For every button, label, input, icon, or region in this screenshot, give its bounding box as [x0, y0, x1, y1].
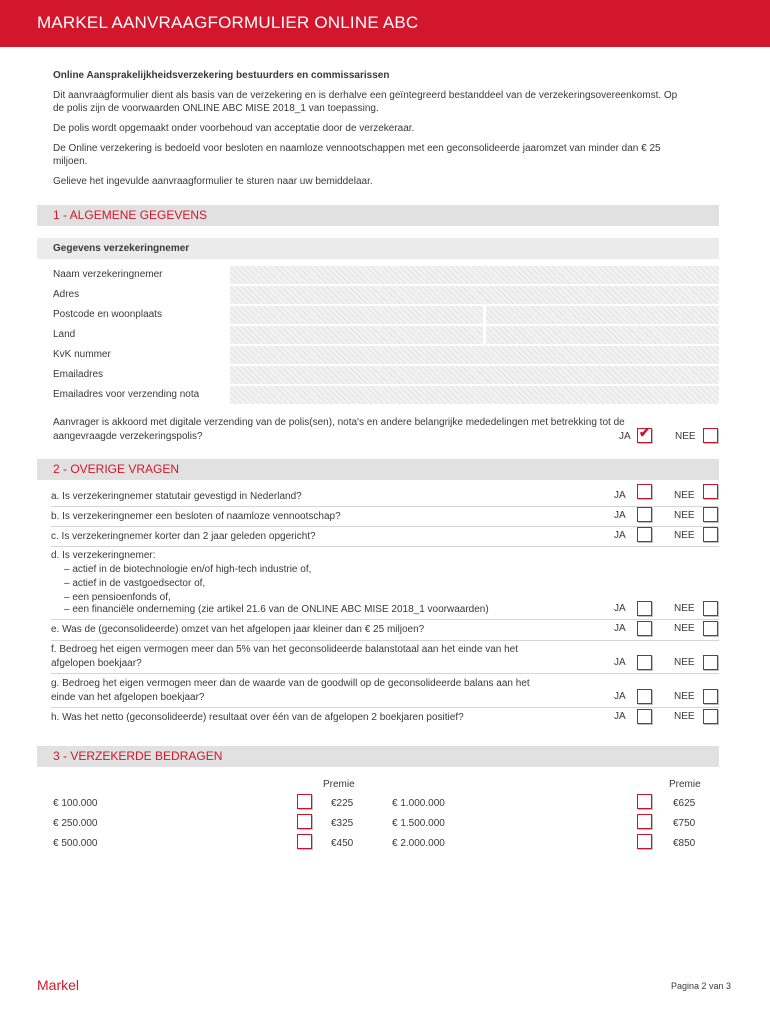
question-c-ja-label: JA — [614, 530, 626, 541]
field-label-address: Adres — [53, 289, 80, 300]
amount-option-checkbox[interactable] — [297, 794, 312, 809]
intro-paragraph-1b: de polis zijn de voorwaarden ONLINE ABC MISE 2018_1 van toepassing. — [53, 103, 379, 114]
email-input[interactable] — [230, 366, 719, 384]
intro-paragraph-2: De polis wordt opgemaakt onder voorbehoud van acceptatie door de verzekeraar. — [53, 123, 415, 134]
amount-premium: €450 — [331, 838, 354, 849]
divider — [51, 640, 719, 641]
amount-option: € 1.000.000 — [392, 798, 445, 809]
divider — [51, 506, 719, 507]
question-d: d. Is verzekeringnemer: — [51, 550, 156, 561]
premium-header-left: Premie — [323, 779, 355, 790]
question-b: b. Is verzekeringnemer een besloten of naamloze vennootschap? — [51, 511, 341, 522]
question-g-nee-label: NEE — [674, 691, 695, 702]
question-d-ja-checkbox[interactable] — [637, 601, 652, 616]
amount-option-checkbox[interactable] — [297, 834, 312, 849]
question-d-nee-label: NEE — [674, 603, 695, 614]
section-1-title: 1 - ALGEMENE GEGEVENS — [53, 208, 208, 222]
checkmark-icon: ✔ — [639, 425, 650, 440]
field-label-invoice-email: Emailadres voor verzending nota — [53, 389, 200, 400]
question-c-nee-checkbox[interactable] — [703, 527, 718, 542]
amount-premium: €625 — [673, 798, 696, 809]
question-g-line-1: g. Bedroeg het eigen vermogen meer dan de waarde van de goodwill op de geconsolideerde balans aan het — [51, 678, 530, 689]
amount-premium: €850 — [673, 838, 696, 849]
question-f-nee-checkbox[interactable] — [703, 655, 718, 670]
divider — [51, 619, 719, 620]
question-e-nee-checkbox[interactable] — [703, 621, 718, 636]
postcode-input[interactable] — [230, 306, 483, 324]
amount-option: € 500.000 — [53, 838, 98, 849]
consent-nee-checkbox[interactable] — [703, 428, 718, 443]
section-2-title: 2 - OVERIGE VRAGEN — [53, 462, 180, 476]
question-a-ja-label: JA — [614, 490, 626, 501]
question-h-ja-label: JA — [614, 711, 626, 722]
question-h-nee-label: NEE — [674, 711, 695, 722]
consent-text-1: Aanvrager is akkoord met digitale verzending van de polis(sen), nota's en andere belangrijke mededelingen met betrekking tot de — [53, 417, 625, 428]
markel-logo: Markel — [37, 977, 80, 993]
divider — [51, 526, 719, 527]
address-input[interactable] — [230, 286, 719, 304]
question-b-nee-label: NEE — [674, 510, 695, 521]
name-input[interactable] — [230, 266, 719, 284]
amount-option-checkbox[interactable] — [637, 814, 652, 829]
divider — [51, 546, 719, 547]
field-label-kvk: KvK nummer — [53, 349, 111, 360]
section-1-header — [37, 205, 719, 226]
country-input[interactable] — [230, 326, 483, 344]
question-d-item-2: – actief in de vastgoedsector of, — [64, 578, 206, 589]
page-number: Pagina 2 van 3 — [671, 981, 732, 991]
question-a: a. Is verzekeringnemer statutair gevestigd in Nederland? — [51, 491, 302, 502]
field-label-postcode: Postcode en woonplaats — [53, 309, 162, 320]
amount-premium: €225 — [331, 798, 354, 809]
question-f-line-2: afgelopen boekjaar? — [51, 658, 142, 669]
question-b-nee-checkbox[interactable] — [703, 507, 718, 522]
question-e-ja-label: JA — [614, 623, 626, 634]
intro-paragraph-3b: miljoen. — [53, 156, 88, 167]
question-c-ja-checkbox[interactable] — [637, 527, 652, 542]
question-a-nee-label: NEE — [674, 490, 695, 501]
section-3-header — [37, 746, 719, 767]
divider — [51, 673, 719, 674]
section-2-header — [37, 459, 719, 480]
question-d-item-3: – een pensioenfonds of, — [64, 592, 171, 603]
question-d-ja-label: JA — [614, 603, 626, 614]
question-a-ja-checkbox[interactable] — [637, 484, 652, 499]
premium-header-right: Premie — [669, 779, 701, 790]
question-g-line-2: einde van het afgelopen boekjaar? — [51, 692, 205, 703]
question-e: e. Was de (geconsolideerde) omzet van het afgelopen jaar kleiner dan € 25 miljoen? — [51, 624, 425, 635]
amount-option: € 100.000 — [53, 798, 98, 809]
question-d-item-4: – een financiële onderneming (zie artikel 21.6 van de ONLINE ABC MISE 2018_1 voorwaarden) — [64, 604, 489, 615]
consent-ja-label: JA — [619, 431, 631, 442]
invoice-email-input[interactable] — [230, 386, 719, 404]
question-f-ja-label: JA — [614, 657, 626, 668]
field-label-email: Emailadres — [53, 369, 104, 380]
question-h: h. Was het netto (geconsolideerde) resultaat over één van de afgelopen 2 boekjaren positief? — [51, 712, 464, 723]
question-c: c. Is verzekeringnemer korter dan 2 jaar geleden opgericht? — [51, 531, 316, 542]
divider — [51, 707, 719, 708]
question-e-ja-checkbox[interactable] — [637, 621, 652, 636]
amount-option-checkbox[interactable] — [637, 834, 652, 849]
question-c-nee-label: NEE — [674, 530, 695, 541]
question-f-line-1: f. Bedroeg het eigen vermogen meer dan 5% van het geconsolideerde balanstotaal aan het einde van het — [51, 644, 518, 655]
amount-option: € 250.000 — [53, 818, 98, 829]
question-d-item-1: – actief in de biotechnologie en/of high-tech industrie of, — [64, 564, 312, 575]
subsection-title: Gegevens verzekeringnemer — [53, 243, 190, 254]
question-h-nee-checkbox[interactable] — [703, 709, 718, 724]
consent-ja-checkbox[interactable] — [637, 425, 652, 443]
intro-paragraph-3a: De Online verzekering is bedoeld voor besloten en naamloze vennootschappen met een geconsolideerde jaaromzet van minder dan € 25 — [53, 143, 661, 154]
kvk-input[interactable] — [230, 346, 719, 364]
consent-text-2: aangevraagde verzekeringspolis? — [53, 431, 203, 442]
amount-option-checkbox[interactable] — [297, 814, 312, 829]
question-b-ja-checkbox[interactable] — [637, 507, 652, 522]
question-g-ja-checkbox[interactable] — [637, 689, 652, 704]
question-e-nee-label: NEE — [674, 623, 695, 634]
country-extra-input[interactable] — [486, 326, 719, 344]
header-bar — [0, 0, 770, 47]
intro-paragraph-1a: Dit aanvraagformulier dient als basis van de verzekering en is derhalve een geïntegreerd bestanddeel van de verzekeringsovereenkomst. Op — [53, 90, 678, 101]
field-label-name: Naam verzekeringnemer — [53, 269, 163, 280]
subsection-bar — [37, 238, 719, 259]
question-f-nee-label: NEE — [674, 657, 695, 668]
question-g-ja-label: JA — [614, 691, 626, 702]
form-title: MARKEL AANVRAAGFORMULIER ONLINE ABC — [37, 13, 419, 32]
consent-nee-label: NEE — [675, 431, 696, 442]
question-a-nee-checkbox[interactable] — [703, 484, 718, 499]
amount-option-checkbox[interactable] — [637, 794, 652, 809]
field-label-country: Land — [53, 329, 76, 340]
amount-option: € 1.500.000 — [392, 818, 445, 829]
amount-option: € 2.000.000 — [392, 838, 445, 849]
question-d-nee-checkbox[interactable] — [703, 601, 718, 616]
intro-heading: Online Aansprakelijkheidsverzekering bestuurders en commissarissen — [53, 70, 390, 81]
question-b-ja-label: JA — [614, 510, 626, 521]
intro-paragraph-4: Gelieve het ingevulde aanvraagformulier te sturen naar uw bemiddelaar. — [53, 176, 373, 187]
amount-premium: €325 — [331, 818, 354, 829]
city-input[interactable] — [486, 306, 719, 324]
question-g-nee-checkbox[interactable] — [703, 689, 718, 704]
question-f-ja-checkbox[interactable] — [637, 655, 652, 670]
amount-premium: €750 — [673, 818, 696, 829]
section-3-title: 3 - VERZEKERDE BEDRAGEN — [53, 749, 223, 763]
question-h-ja-checkbox[interactable] — [637, 709, 652, 724]
